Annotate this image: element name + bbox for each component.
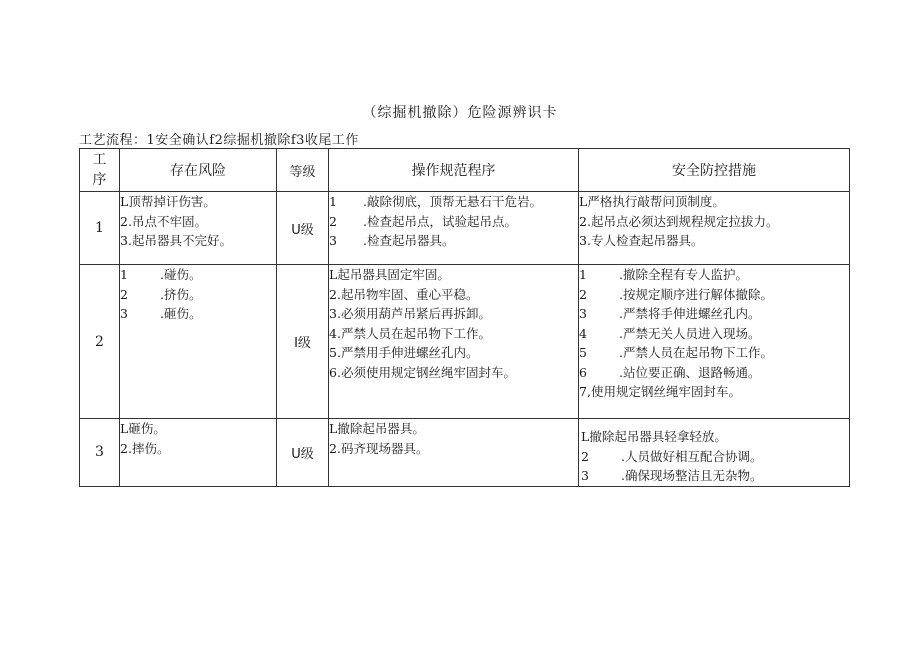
list-item: 3 .检查起吊器具。 [329, 233, 455, 248]
risk-cell [120, 265, 277, 419]
grade-value: U级 [277, 192, 329, 265]
table-row [80, 265, 850, 419]
header-row [80, 149, 850, 192]
grade-value: U级 [277, 419, 329, 487]
header-step-line2: 序 [92, 172, 107, 188]
table-row [80, 192, 850, 265]
list-item: 1 .撤除全程有专人监护。 [579, 267, 748, 282]
list-item: 4 .严禁无关人员进入现场。 [579, 325, 761, 341]
list-item: 7,使用规定钢丝绳牢固封车。 [579, 384, 741, 399]
header-risk: 存在风险 [120, 149, 277, 192]
table-row [80, 419, 850, 487]
safety-cell [579, 192, 850, 265]
header-procedure: 操作规范程序 [329, 149, 579, 192]
safety-cell [579, 419, 850, 487]
process-flow: 工艺流程：1安全确认f2综掘机撤除f3收尾工作 [79, 133, 359, 148]
list-item: L撤除起吊器具轻拿轻放。 [581, 429, 727, 444]
list-item: 5 .严禁人员在起吊物下工作。 [579, 345, 773, 360]
list-item: 3 .砸伤。 [120, 306, 202, 321]
header-step [80, 149, 120, 192]
risk-cell [120, 192, 277, 265]
step-number: 2 [80, 265, 120, 419]
step-number: 3 [80, 419, 120, 487]
safety-cell [579, 265, 850, 419]
list-item: 2 .检查起吊点，试验起吊点。 [329, 213, 517, 229]
list-item: L撤除起吊器具。 [329, 421, 425, 436]
list-item: L砸伤。 [120, 421, 166, 436]
list-item: 6 .站位要正确、退路畅通。 [579, 364, 761, 380]
document-title: （综掘机撤除）危险源辨识卡 [362, 105, 558, 121]
list-item: L顶帮掉讦伤害。 [120, 194, 216, 209]
procedure-cell [329, 192, 579, 265]
list-item: 2 .挤伤。 [120, 286, 202, 302]
header-grade: 等级 [277, 149, 329, 192]
procedure-cell [329, 419, 579, 487]
list-item: 2.吊点不牢固。 [120, 213, 207, 229]
list-item: 5.严禁用手伸进螺丝孔内。 [329, 345, 479, 360]
list-item: 6.必须使用规定钢丝绳牢固封车。 [329, 364, 516, 380]
risk-cell [120, 419, 277, 487]
header-step-line1: 工 [92, 152, 107, 168]
list-item: 3.必须用葫芦吊紧后再拆卸。 [329, 306, 491, 321]
list-item: L严格执行敲帮问顶制度。 [579, 194, 725, 209]
step-number: 1 [80, 192, 120, 265]
list-item: 2.起吊点必须达到规程规定拉拔力。 [579, 213, 779, 229]
list-item: 1 .敲除彻底，顶帮无悬石干危岩。 [329, 194, 542, 209]
list-item: 3.专人检查起吊器具。 [579, 233, 704, 248]
list-item: 2 .按规定顺序进行解体撤除。 [579, 286, 773, 302]
list-item: 3 .严禁将手伸进螺丝孔内。 [579, 306, 761, 321]
list-item: 2.码齐现场器具。 [329, 440, 429, 456]
list-item: 3.起吊器具不完好。 [120, 233, 232, 248]
header-safety: 安全防控措施 [579, 149, 850, 192]
list-item: 4.严禁人员在起吊物下工作。 [329, 325, 491, 341]
list-item: L起吊器具固定牢固。 [329, 267, 450, 282]
list-item: 2.摔伤。 [120, 440, 170, 456]
grade-value: I级 [277, 265, 329, 419]
list-item: 2.起吊物牢固、重心平稳。 [329, 286, 479, 302]
list-item: 1 .碰伤。 [120, 267, 202, 282]
procedure-cell [329, 265, 579, 419]
hazard-table [79, 148, 850, 487]
list-item: 2 .人员做好相互配合协调。 [581, 448, 763, 464]
list-item: 3 .确保现场整洁且无杂物。 [581, 468, 763, 483]
